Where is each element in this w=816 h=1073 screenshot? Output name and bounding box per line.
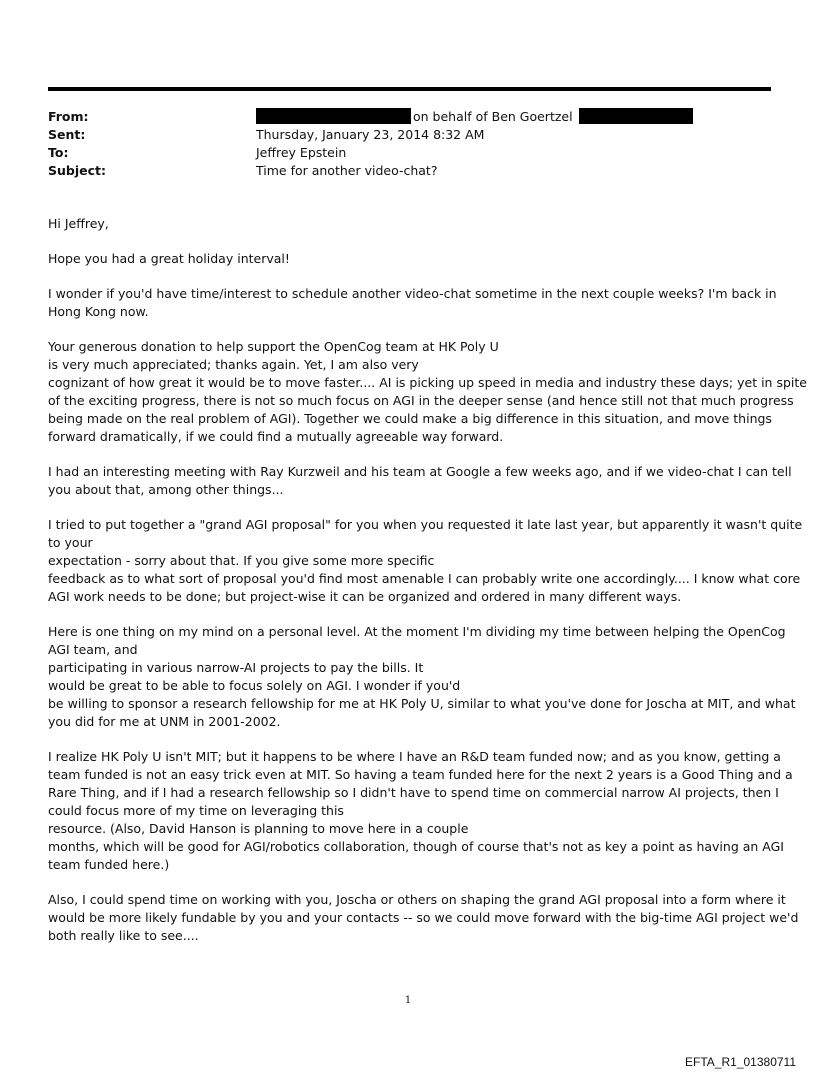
paragraph-2 [48, 285, 777, 321]
body-line: I realize HK Poly U isn't MIT; but it happens to be where I have an R&D team funded now; and as you know, getting a [48, 749, 781, 764]
body-line: you about that, among other things... [48, 482, 284, 497]
paragraph-6 [48, 623, 796, 731]
body-line: is very much appreciated; thanks again. Yet, I am also very [48, 357, 419, 372]
body-line: could focus more of my time on leveraging this [48, 803, 344, 818]
redaction-box [256, 108, 411, 124]
body-line: forward dramatically, if we could find a mutually agreeable way forward. [48, 429, 504, 444]
to-label: To: [48, 145, 69, 160]
sent-row [48, 126, 768, 144]
body-line: months, which will be good for AGI/robotics collaboration, though of course that's not as key a point as having an AGI [48, 839, 784, 854]
to-row [48, 144, 768, 162]
from-text: on behalf of Ben Goertzel [413, 109, 573, 124]
body-line: you did for me at UNM in 2001-2002. [48, 714, 281, 729]
body-line: both really like to see.... [48, 928, 199, 943]
page-number: 1 [404, 995, 412, 1006]
body-line: team funded here.) [48, 857, 170, 872]
body-line: Hong Kong now. [48, 304, 149, 319]
body-line: feedback as to what sort of proposal you'd find most amenable I can probably write one accordingly.... I know what core [48, 571, 801, 586]
from-row [48, 108, 768, 126]
subject-row [48, 162, 768, 180]
body-line: Also, I could spend time on working with you, Joscha or others on shaping the grand AGI proposal into a form where it [48, 892, 786, 907]
body-line: I had an interesting meeting with Ray Kurzweil and his team at Google a few weeks ago, and if we video-chat I can tell [48, 464, 792, 479]
body-line: to your [48, 535, 93, 550]
from-value [256, 108, 693, 126]
body-line: Here is one thing on my mind on a personal level. At the moment I'm dividing my time between helping the OpenCog [48, 624, 786, 639]
from-label: From: [48, 109, 89, 124]
body-line: I wonder if you'd have time/interest to schedule another video-chat sometime in the next couple weeks? I'm back in [48, 286, 777, 301]
body-line: be willing to sponsor a research fellowship for me at HK Poly U, similar to what you've done for Joscha at MIT, and what [48, 696, 796, 711]
subject-value: Time for another video-chat? [256, 163, 438, 178]
body-line: participating in various narrow-AI projects to pay the bills. It [48, 660, 424, 675]
to-value: Jeffrey Epstein [256, 145, 347, 160]
paragraph-5 [48, 516, 803, 606]
sent-value: Thursday, January 23, 2014 8:32 AM [256, 127, 485, 142]
sent-label: Sent: [48, 127, 86, 142]
body-line: Rare Thing, and if I had a research fellowship so I didn't have to spend time on commercial narrow AI projects, then I [48, 785, 779, 800]
paragraph-8 [48, 891, 799, 945]
body-line: cognizant of how great it would be to move faster.... AI is picking up speed in media and industry these days; yet in spite [48, 375, 807, 390]
body-line: Your generous donation to help support the OpenCog team at HK Poly U [48, 339, 499, 354]
body-line: being made on the real problem of AGI). Together we could make a big difference in this situation, and move things [48, 411, 772, 426]
paragraph-3 [48, 338, 807, 446]
document-id: EFTA_R1_01380711 [685, 1055, 796, 1069]
greeting: Hi Jeffrey, [48, 216, 109, 231]
body-line: resource. (Also, David Hanson is planning to move here in a couple [48, 821, 469, 836]
body-line: team funded is not an easy trick even at MIT. So having a team funded here for the next 2 years is a Good Thing and a [48, 767, 793, 782]
body-line: AGI work needs to be done; but project-wise it can be organized and ordered in many different ways. [48, 589, 682, 604]
body-line: AGI team, and [48, 642, 138, 657]
redaction-box [579, 108, 693, 124]
body-line: would be great to be able to focus solely on AGI. I wonder if you'd [48, 678, 461, 693]
email-body [48, 215, 807, 962]
body-line: of the exciting progress, there is not so much focus on AGI in the deeper sense (and hence still not that much progress [48, 393, 794, 408]
paragraph-1: Hope you had a great holiday interval! [48, 251, 290, 266]
subject-label: Subject: [48, 163, 106, 178]
body-line: expectation - sorry about that. If you give some more specific [48, 553, 435, 568]
paragraph-4 [48, 463, 792, 499]
paragraph-7 [48, 748, 793, 874]
body-line: I tried to put together a "grand AGI proposal" for you when you requested it late last year, but apparently it wasn't quite [48, 517, 803, 532]
header-rule [48, 87, 771, 91]
body-line: would be more likely fundable by you and your contacts -- so we could move forward with the big-time AGI project we'd [48, 910, 799, 925]
